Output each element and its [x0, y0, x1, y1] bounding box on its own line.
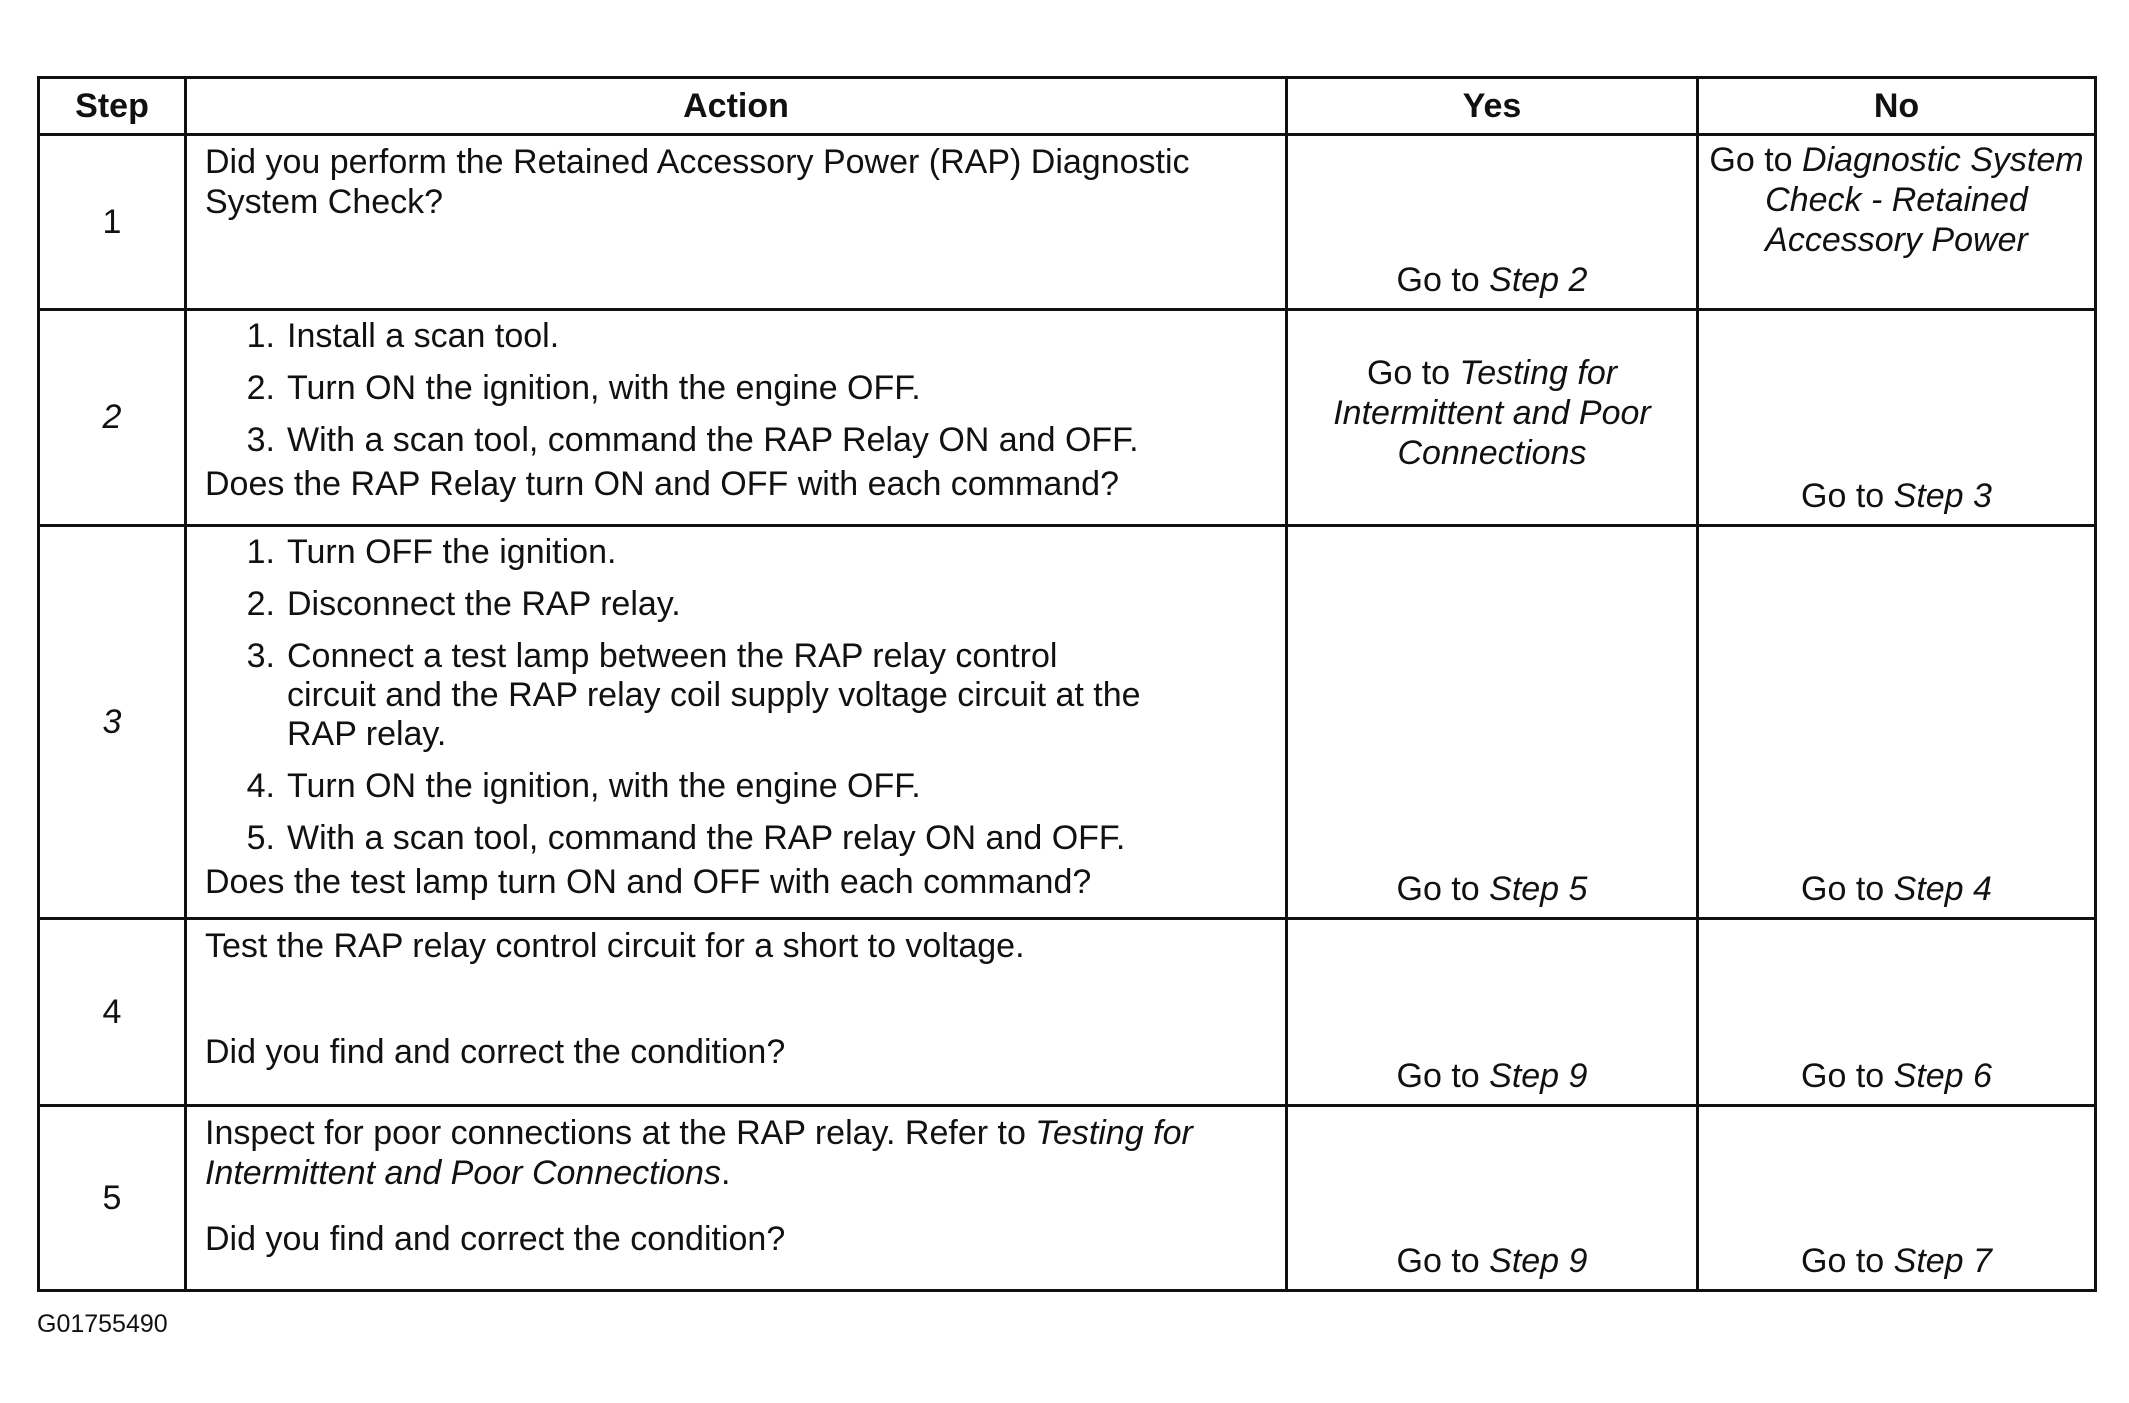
yes-target-link[interactable]: Step 5 — [1489, 870, 1588, 908]
step-number: 5 — [39, 1106, 186, 1291]
table-row — [39, 526, 2096, 919]
list-item: 3. Connect a test lamp between the RAP relay control circuit and the RAP relay coil supply voltage circuit at the RAP relay. — [246, 637, 1141, 753]
header-row — [39, 78, 2096, 135]
yes-prefix: Go to — [1366, 354, 1460, 392]
action-text: Inspect for poor connections at the RAP relay. Refer to Testing for Intermittent and Poor Connections. — [205, 1114, 1193, 1192]
figure-id-caption: G01755490 — [37, 1310, 168, 1338]
yes-cell — [1287, 310, 1698, 526]
yes-cell — [1287, 1106, 1698, 1291]
yes-prefix: Go to — [1396, 261, 1490, 299]
table-row — [39, 1106, 2096, 1291]
action-reference-link[interactable]: Testing for Intermittent and Poor Connections — [205, 1114, 1193, 1192]
table-row — [39, 919, 2096, 1106]
table-row — [39, 310, 2096, 526]
list-item: 1. Turn OFF the ignition. — [246, 533, 617, 571]
action-question: Does the RAP Relay turn ON and OFF with each command? — [205, 465, 1119, 503]
list-item: 2. Turn ON the ignition, with the engine OFF. — [246, 369, 921, 407]
action-list — [205, 533, 1273, 858]
no-target-link[interactable]: Step 4 — [1893, 870, 1992, 908]
step-number: 1 — [39, 135, 186, 310]
no-cell — [1698, 919, 2096, 1106]
yes-cell — [1287, 135, 1698, 310]
diagnostic-table — [37, 76, 2097, 1292]
yes-target-link[interactable]: Testing for Intermittent and Poor Connections — [1333, 354, 1651, 472]
action-question: Did you find and correct the condition? — [205, 1033, 786, 1071]
list-item: 1. Install a scan tool. — [246, 317, 560, 355]
no-prefix: Go to — [1801, 870, 1894, 908]
yes-cell — [1287, 919, 1698, 1106]
action-cell — [186, 526, 1287, 919]
yes-prefix: Go to — [1396, 1242, 1490, 1280]
no-cell — [1698, 310, 2096, 526]
yes-target-link[interactable]: Step 9 — [1489, 1242, 1588, 1280]
action-list — [205, 317, 1273, 460]
yes-target-link[interactable]: Step 9 — [1489, 1057, 1588, 1095]
no-cell — [1698, 135, 2096, 310]
list-item: 5. With a scan tool, command the RAP relay ON and OFF. — [246, 819, 1126, 857]
yes-target-link[interactable]: Step 2 — [1489, 261, 1588, 299]
no-prefix: Go to — [1801, 477, 1894, 515]
header-action: Action — [186, 78, 1287, 135]
action-text: Test the RAP relay control circuit for a short to voltage. — [205, 927, 1025, 965]
no-cell — [1698, 1106, 2096, 1291]
no-prefix: Go to — [1801, 1057, 1894, 1095]
no-target-link[interactable]: Step 7 — [1893, 1242, 1992, 1280]
no-prefix: Go to — [1801, 1242, 1894, 1280]
list-item: 3. With a scan tool, command the RAP Relay ON and OFF. — [246, 421, 1139, 459]
no-prefix: Go to — [1709, 141, 1803, 179]
action-question: Did you find and correct the condition? — [205, 1220, 786, 1258]
step-number: 4 — [39, 919, 186, 1106]
action-question: Does the test lamp turn ON and OFF with each command? — [205, 863, 1092, 901]
step-number: 3 — [39, 526, 186, 919]
no-cell — [1698, 526, 2096, 919]
action-cell — [186, 310, 1287, 526]
action-cell — [186, 135, 1287, 310]
yes-prefix: Go to — [1396, 870, 1490, 908]
action-cell — [186, 1106, 1287, 1291]
table-row — [39, 135, 2096, 310]
action-cell — [186, 919, 1287, 1106]
list-item: 2. Disconnect the RAP relay. — [246, 585, 681, 623]
no-target-link[interactable]: Step 6 — [1893, 1057, 1992, 1095]
no-target-link[interactable]: Diagnostic System Check - Retained Accessory Power — [1765, 141, 2084, 259]
action-text: Did you perform the Retained Accessory Power (RAP) Diagnostic System Check? — [205, 143, 1190, 221]
yes-prefix: Go to — [1396, 1057, 1490, 1095]
header-yes: Yes — [1287, 78, 1698, 135]
step-number: 2 — [39, 310, 186, 526]
list-item: 4. Turn ON the ignition, with the engine OFF. — [246, 767, 921, 805]
header-no: No — [1698, 78, 2096, 135]
header-step: Step — [39, 78, 186, 135]
no-target-link[interactable]: Step 3 — [1893, 477, 1992, 515]
yes-cell — [1287, 526, 1698, 919]
